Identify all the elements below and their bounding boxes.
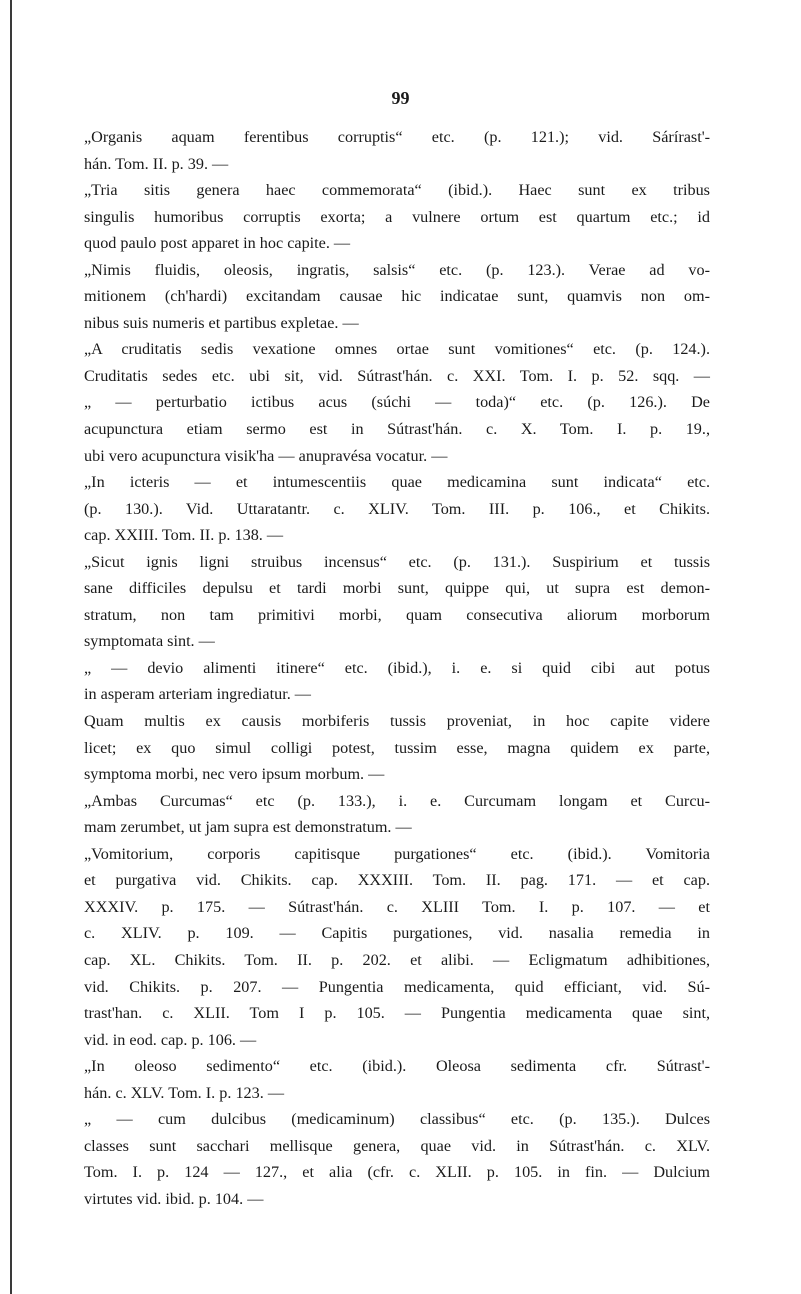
text-line: „Organis aquam ferentibus corruptis“ etc. (p. 121.); vid. Sárírast'- (84, 128, 710, 146)
text-line: classes sunt sacchari mellisque genera, quae vid. in Sútrast'hán. c. XLV. (84, 1136, 710, 1155)
text-line: vid. Chikits. p. 207. — Pungentia medicamenta, quid efficiant, vid. Sú- (84, 977, 710, 996)
text-line: licet; ex quo simul colligi potest, tussim esse, magna quidem ex parte, (84, 738, 710, 757)
text-line: „A cruditatis sedis vexatione omnes ortae sunt vomitiones“ etc. (p. 124.). (84, 340, 710, 359)
text-line: Quam multis ex causis morbiferis tussis proveniat, in hoc capite videre (84, 712, 710, 731)
text-line: symptoma morbi, nec vero ipsum morbum. — (84, 765, 385, 784)
text-line: XXXIV. p. 175. — Sútrast'hán. c. XLIII Tom. I. p. 107. — et (84, 897, 710, 916)
text-line: quod paulo post apparet in hoc capite. — (84, 234, 351, 253)
text-line: „ — cum dulcibus (medicaminum) classibus“ etc. (p. 135.). Dulces (84, 1110, 710, 1129)
page-edge-line (10, 0, 12, 1294)
text-line: (p. 130.). Vid. Uttaratantr. c. XLIV. Tom. III. p. 106., et Chikits. (84, 499, 710, 518)
text-line: „Tria sitis genera haec commemorata“ (ibid.). Haec sunt ex tribus (84, 181, 710, 200)
text-line: mitionem (ch'hardi) excitandam causae hic indicatae sunt, quamvis non om- (84, 287, 710, 306)
text-line: „Ambas Curcumas“ etc (p. 133.), i. e. Curcumam longam et Curcu- (84, 791, 710, 810)
text-line: acupunctura etiam sermo est in Sútrast'hán. c. X. Tom. I. p. 19., (84, 420, 710, 439)
text-line: trast'han. c. XLII. Tom I p. 105. — Pungentia medicamenta quae sint, (84, 1004, 710, 1023)
text-line: et purgativa vid. Chikits. cap. XXXIII. Tom. II. pag. 171. — et cap. (84, 871, 710, 890)
text-line: hán. Tom. II. p. 39. — (84, 154, 229, 173)
text-line: vid. in eod. cap. p. 106. — (84, 1030, 257, 1049)
text-line: sane difficiles depulsu et tardi morbi sunt, quippe qui, ut supra est demon- (84, 579, 710, 598)
text-line: „Vomitorium, corporis capitisque purgationes“ etc. (ibid.). Vomitoria (84, 844, 710, 863)
text-line: symptomata sint. — (84, 632, 215, 651)
text-line: singulis humoribus corruptis exorta; a vulnere ortum est quartum etc.; id (84, 207, 710, 226)
text-line: „In icteris — et intumescentiis quae medicamina sunt indicata“ etc. (84, 473, 710, 492)
body-text (84, 124, 710, 1212)
text-line: c. XLIV. p. 109. — Capitis purgationes, vid. nasalia remedia in (84, 924, 710, 943)
text-line: Cruditatis sedes etc. ubi sit, vid. Sútrast'hán. c. XXI. Tom. I. p. 52. sqq. — (84, 366, 710, 385)
page-number: 99 (391, 88, 410, 108)
text-line: in asperam arteriam ingrediatur. — (84, 685, 311, 704)
text-line: „In oleoso sedimento“ etc. (ibid.). Oleosa sedimenta cfr. Sútrast'- (84, 1057, 710, 1076)
text-line: „ — devio alimenti itinere“ etc. (ibid.), i. e. si quid cibi aut potus (84, 658, 710, 677)
text-line: virtutes vid. ibid. p. 104. — (84, 1189, 264, 1208)
text-line: nibus suis numeris et partibus expletae. — (84, 313, 359, 332)
text-line: ubi vero acupunctura visik'ha — anupravésa vocatur. — (84, 446, 448, 465)
text-line: stratum, non tam primitivi morbi, quam consecutiva aliorum morborum (84, 605, 710, 624)
text-line: „Sicut ignis ligni struibus incensus“ etc. (p. 131.). Suspirium et tussis (84, 552, 710, 571)
text-line: cap. XXIII. Tom. II. p. 138. — (84, 526, 284, 545)
text-line: „ — perturbatio ictibus acus (súchi — toda)“ etc. (p. 126.). De (84, 393, 710, 412)
text-line: cap. XL. Chikits. Tom. II. p. 202. et alibi. — Ecligmatum adhibitiones, (84, 950, 710, 969)
text-line: hán. c. XLV. Tom. I. p. 123. — (84, 1083, 285, 1102)
text-line: „Nimis fluidis, oleosis, ingratis, salsis“ etc. (p. 123.). Verae ad vo- (84, 260, 710, 279)
text-line: Tom. I. p. 124 — 127., et alia (cfr. c. XLII. p. 105. in fin. — Dulcium (84, 1163, 710, 1182)
text-line: mam zerumbet, ut jam supra est demonstratum. — (84, 818, 412, 837)
